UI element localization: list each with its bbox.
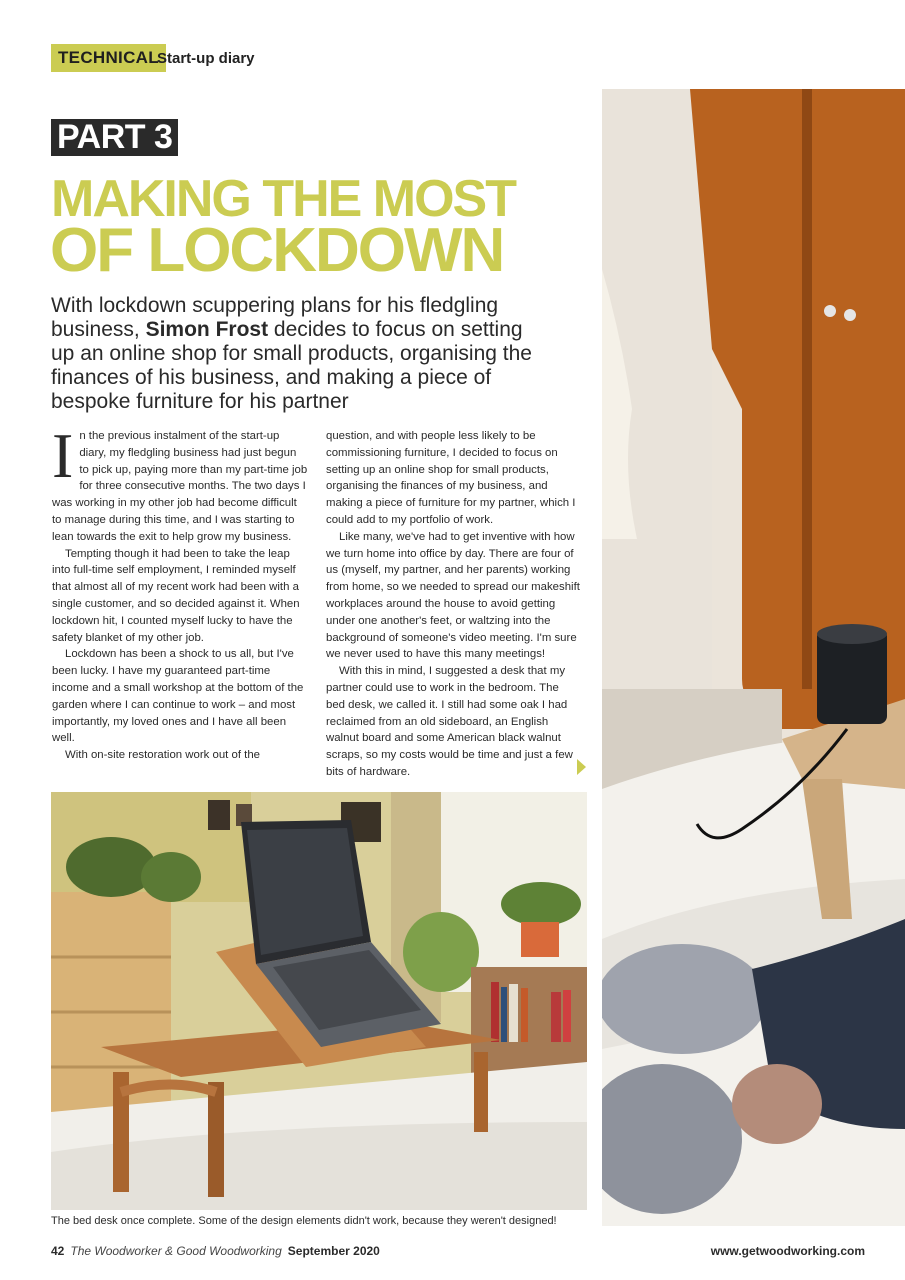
- bed-desk-photo: [51, 792, 587, 1210]
- body-paragraph: With this in mind, I suggested a desk that my partner could use to work in the bedroom. The bed desk, we called it. I still had some oak I had reclaimed from an old sideboard, an English walnut board and some American black walnut scraps, so my costs would be time and just a few bits of hardware.: [326, 665, 573, 778]
- standfirst: [51, 294, 551, 414]
- page-number: 42: [51, 1244, 65, 1258]
- section-subtitle: Start-up diary: [157, 50, 255, 67]
- standfirst-after: decides to focus on setting up an online shop for small products, organising the finances of his business, and making a piece of bespoke furniture for his partner: [51, 318, 532, 413]
- body-column-2: [326, 428, 580, 781]
- author-name: Simon Frost: [145, 318, 269, 341]
- part-badge: PART 3: [51, 119, 178, 156]
- body-paragraph: Tempting though it had been to take the leap into full-time self employment, I reminded myself that almost all of my recent work had been with a single customer, and so decided against it. When lockdown hit, I counted myself lucky to have the safety blanket of my other job.: [52, 547, 300, 644]
- headline-line-1: MAKING THE MOST: [51, 170, 515, 228]
- body-paragraph: [52, 420, 308, 546]
- footer-left: [51, 1244, 380, 1258]
- standfirst-before: With lockdown scuppering plans for his fledgling business,: [51, 294, 499, 341]
- issue-date: September 2020: [287, 1244, 380, 1258]
- drop-cap: I: [52, 420, 74, 491]
- paragraph-text: n the previous instalment of the start-up diary, my fledgling business had just begun to pick up, paying more than my part-time job for three consecutive months. The two days I was working in my other job had become difficult to manage during this time, and I was starting to lean towards the exit to help grow my business.: [52, 430, 308, 543]
- headline-line-2: OF LOCKDOWN: [50, 216, 504, 285]
- bedroom-photo: [602, 89, 905, 1226]
- continue-arrow-icon: [577, 759, 586, 775]
- body-paragraph: Like many, we've had to get inventive with how we turn home into office by day. There are four of us (myself, my partner, and her parents) working from home, so we needed to spread our makeshift workplaces around the house to avoid getting under one another's feet, or waltzing into the background of someone's video meeting. I'm sure we never used to have this many meetings!: [326, 530, 580, 661]
- section-tag: TECHNICAL: [51, 44, 166, 72]
- website-url[interactable]: www.getwoodworking.com: [710, 1244, 865, 1258]
- body-paragraph: question, and with people less likely to be commissioning furniture, I decided to focus on setting up an online shop for small products, organising the finances of my business, and making a piece of furniture for my partner, which I could add to my portfolio of work.: [326, 430, 576, 526]
- body-paragraph: With on-site restoration work out of the: [65, 749, 260, 762]
- body-column-1: [52, 420, 308, 764]
- magazine-title: The Woodworker & Good Woodworking: [70, 1244, 282, 1258]
- body-paragraph: Lockdown has been a shock to us all, but I've been lucky. I have my guaranteed part-time income and a small workshop at the bottom of the garden where I can continue to work – and most importantly, my loved ones and I have all been well.: [52, 648, 304, 745]
- photo-caption: The bed desk once complete. Some of the design elements didn't work, because they weren't designed!: [51, 1215, 557, 1227]
